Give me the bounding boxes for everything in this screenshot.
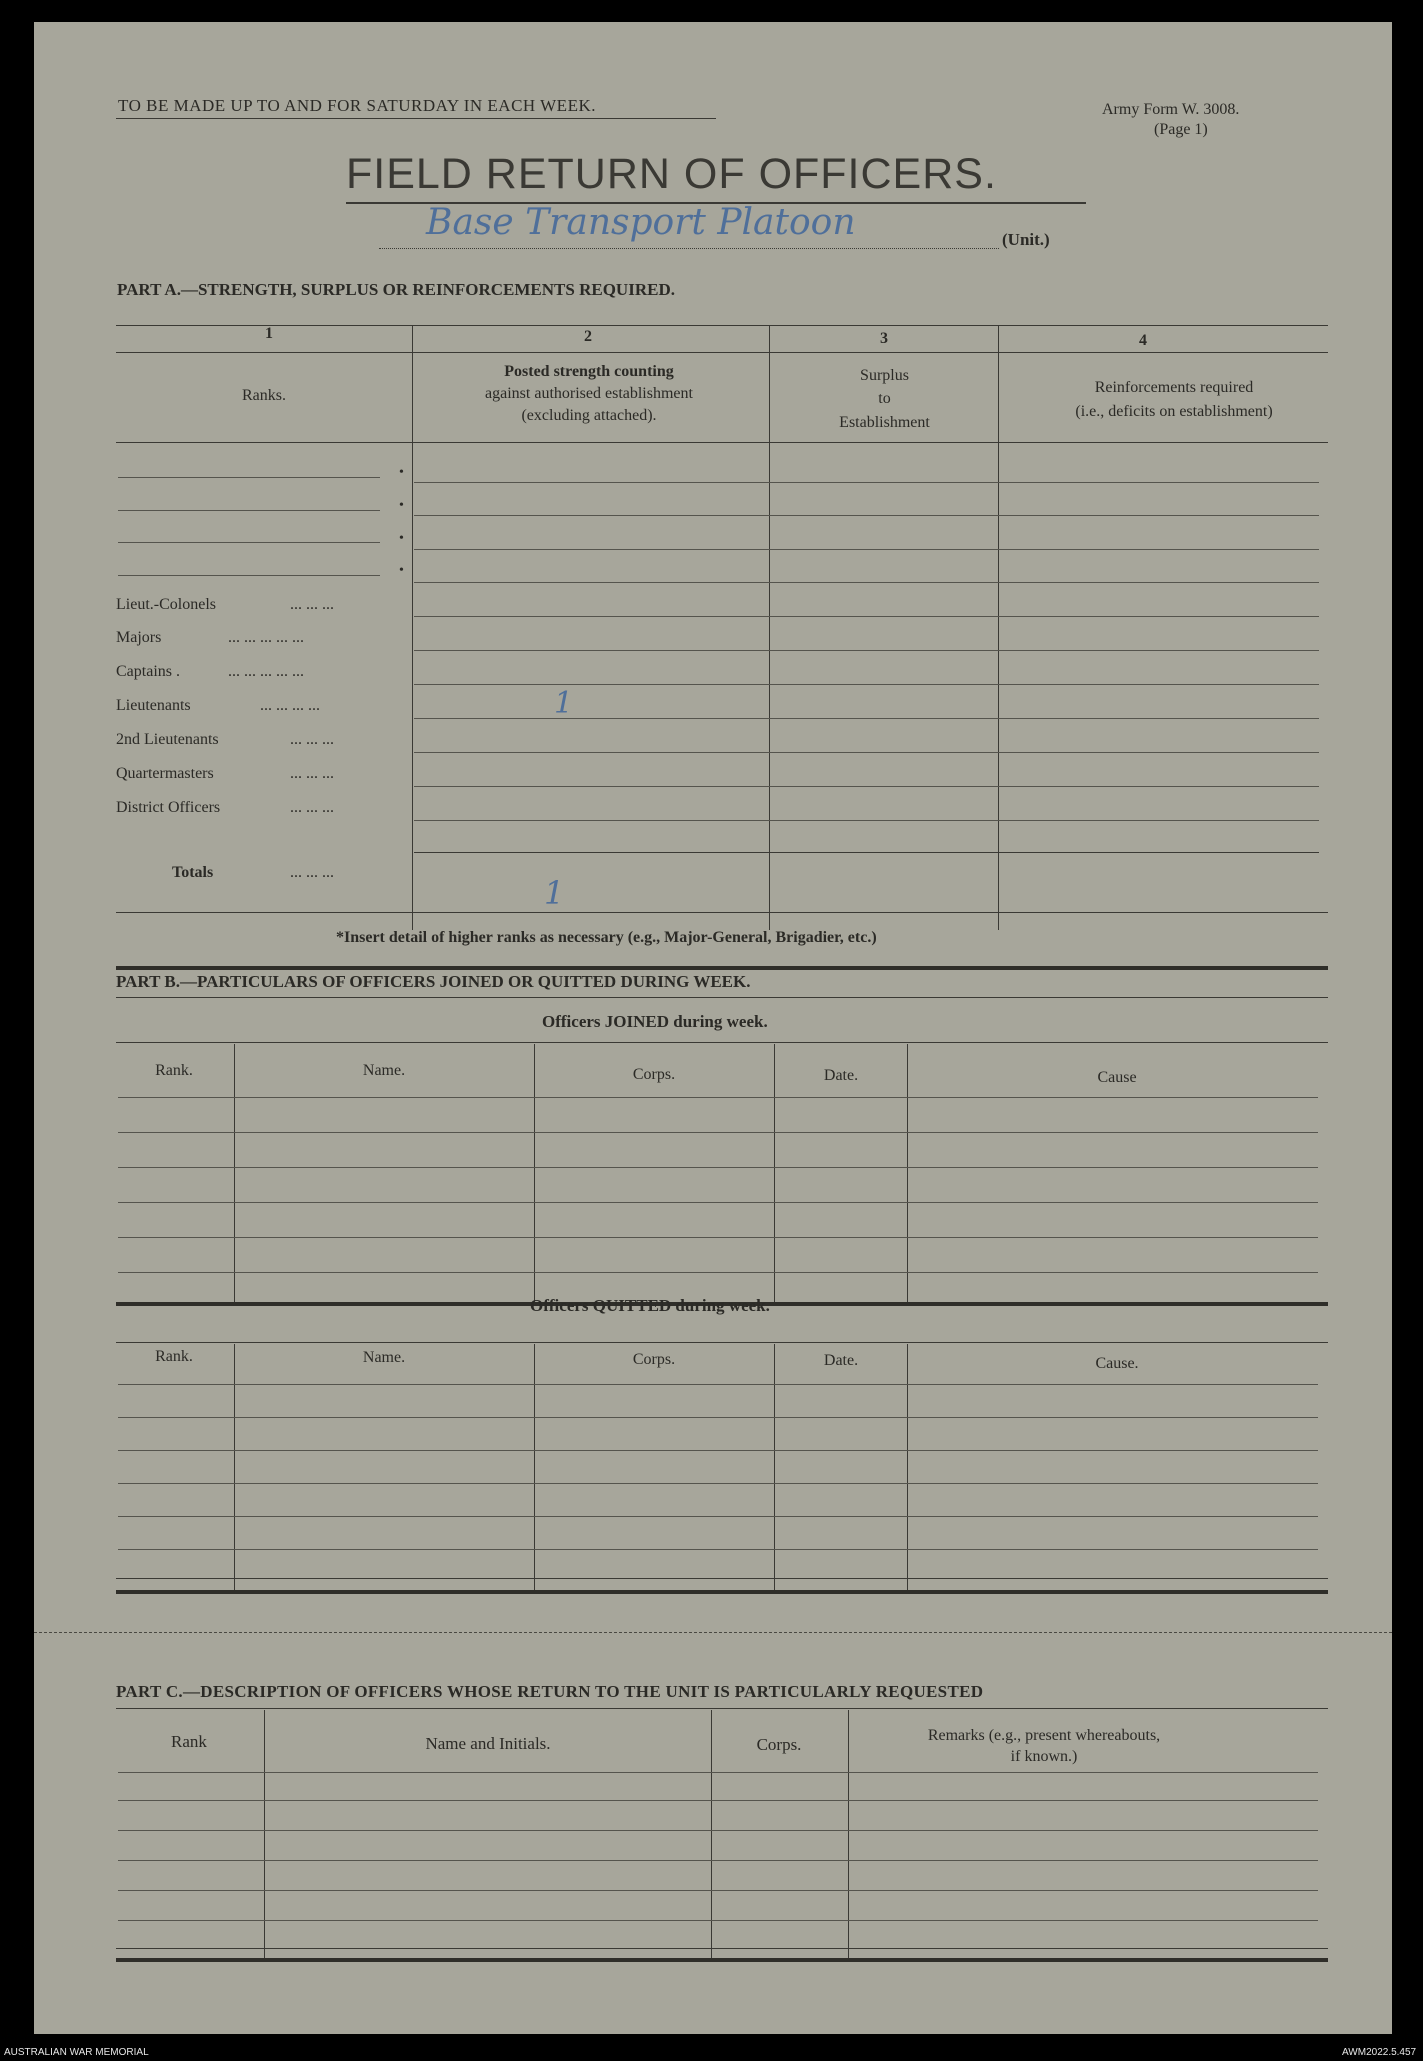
rank-label: Majors — [116, 629, 162, 646]
dot-leader: ... ... ... — [290, 799, 334, 816]
asterisk-mark: • — [399, 498, 404, 513]
rank-label: Captains . — [116, 663, 180, 680]
quitted-row-line — [118, 1450, 1318, 1451]
quitted-row-line — [118, 1417, 1318, 1418]
quitted-col-corps: Corps. — [632, 1351, 676, 1368]
unit-name-handwritten: Base Transport Platoon — [426, 202, 856, 243]
row-line — [414, 515, 1319, 516]
part-a-top-line — [116, 325, 1328, 326]
row-line — [414, 549, 1319, 550]
joined-row-line — [118, 1132, 1318, 1133]
joined-row-line — [118, 1167, 1318, 1168]
col-reinforcements-line2: (i.e., deficits on establishment) — [1075, 403, 1273, 420]
part-c-col-remarks-1: Remarks (e.g., present whereabouts, — [927, 1727, 1161, 1744]
quitted-row-line — [118, 1483, 1318, 1484]
row-line — [414, 482, 1319, 483]
quitted-col-name: Name. — [362, 1349, 406, 1366]
quitted-divider — [907, 1344, 908, 1594]
rank-label: Quartermasters — [116, 765, 214, 782]
rank-label: 2nd Lieutenants — [116, 731, 219, 748]
quitted-title: Officers QUITTED during week. — [530, 1296, 770, 1315]
quitted-header-rule — [118, 1384, 1318, 1385]
col-surplus-line2: to — [878, 390, 891, 407]
part-b-heading: PART B.—PARTICULARS OF OFFICERS JOINED OR QUITTED DURING WEEK. — [116, 972, 751, 991]
col-number-4: 4 — [1139, 332, 1147, 349]
col-ranks-header: Ranks. — [242, 387, 286, 404]
quitted-bottom-line — [116, 1578, 1328, 1579]
part-a-header-bottom — [116, 442, 1328, 443]
part-c-row-line — [118, 1920, 1318, 1921]
blank-rank-line — [118, 510, 380, 511]
row-line — [414, 820, 1319, 821]
col-number-1: 1 — [265, 325, 273, 342]
joined-col-rank: Rank. — [155, 1062, 193, 1079]
part-c-row-line — [118, 1860, 1318, 1861]
part-c-divider — [264, 1710, 265, 1960]
asterisk-mark: • — [399, 563, 404, 578]
dot-leader: ... ... ... — [290, 731, 334, 748]
col-posted-line3: (excluding attached). — [521, 407, 657, 424]
quitted-col-rank: Rank. — [155, 1348, 193, 1365]
part-c-row-line — [118, 1890, 1318, 1891]
joined-top-line — [116, 1042, 1328, 1043]
row-line — [414, 786, 1319, 787]
instruction-underline — [116, 118, 716, 119]
unit-label: (Unit.) — [1002, 230, 1050, 249]
row-line — [414, 718, 1319, 719]
form-number: Army Form W. 3008. — [1102, 101, 1240, 118]
blank-rank-line — [118, 477, 380, 478]
part-c-row-line — [118, 1800, 1318, 1801]
joined-col-cause: Cause — [1097, 1069, 1137, 1086]
part-a-footnote: *Insert detail of higher ranks as necessary (e.g., Major-General, Brigadier, etc.) — [336, 929, 877, 946]
row-line — [414, 650, 1319, 651]
joined-row-line — [118, 1202, 1318, 1203]
col-number-2: 2 — [584, 328, 592, 345]
col-posted-line1: Posted strength counting — [504, 363, 674, 380]
quitted-divider — [534, 1344, 535, 1594]
quitted-row-line — [118, 1516, 1318, 1517]
totals-top-line — [414, 852, 1319, 853]
dot-leader: ... ... ... ... — [260, 697, 320, 714]
part-a-divider-1 — [412, 325, 413, 930]
quitted-row-line — [118, 1549, 1318, 1550]
part-a-bottom-line — [116, 912, 1328, 913]
part-a-divider-2 — [769, 325, 770, 930]
rank-label: Lieut.-Colonels — [116, 596, 216, 613]
totals-label: Totals — [172, 864, 214, 881]
col-surplus-line3: Establishment — [839, 414, 930, 431]
joined-divider — [234, 1044, 235, 1302]
quitted-bottom-rule — [116, 1590, 1328, 1594]
col-reinforcements-line1: Reinforcements required — [1094, 379, 1254, 396]
part-c-bottom-rule — [116, 1958, 1328, 1962]
part-c-row-line — [118, 1830, 1318, 1831]
joined-col-corps: Corps. — [632, 1066, 676, 1083]
dot-leader: ... ... ... ... ... — [228, 663, 304, 680]
joined-row-line — [118, 1237, 1318, 1238]
quitted-divider — [774, 1344, 775, 1594]
part-b-rule — [116, 997, 1328, 998]
part-c-col-name: Name and Initials. — [425, 1734, 551, 1753]
part-a-divider-3 — [998, 325, 999, 930]
joined-divider — [774, 1044, 775, 1302]
form-title: FIELD RETURN OF OFFICERS. — [346, 150, 997, 198]
row-line — [414, 684, 1319, 685]
joined-col-date: Date. — [823, 1067, 859, 1084]
totals-value: 1 — [544, 874, 565, 912]
footer-right: AWM2022.5.457 — [1342, 2047, 1417, 2058]
footer-left: AUSTRALIAN WAR MEMORIAL — [4, 2047, 149, 2058]
joined-divider — [534, 1044, 535, 1302]
row-line — [414, 582, 1319, 583]
col-posted-line2: against authorised establishment — [485, 385, 693, 402]
dot-leader: ... ... ... — [290, 765, 334, 782]
row-line — [414, 752, 1319, 753]
joined-header-rule — [118, 1097, 1318, 1098]
asterisk-mark: • — [399, 531, 404, 546]
rank-label: Lieutenants — [116, 697, 191, 714]
col-number-3: 3 — [880, 330, 888, 347]
part-c-col-remarks-2: if known.) — [1010, 1748, 1078, 1765]
dot-leader: ... ... ... ... ... — [228, 629, 304, 646]
part-c-divider — [848, 1710, 849, 1960]
perforation-line — [34, 1632, 1392, 1633]
joined-divider — [907, 1044, 908, 1302]
part-a-heading: PART A.—STRENGTH, SURPLUS OR REINFORCEMENTS REQUIRED. — [117, 280, 675, 299]
quitted-col-cause: Cause. — [1095, 1355, 1139, 1372]
blank-rank-line — [118, 542, 380, 543]
dot-leader: ... ... ... — [290, 864, 334, 881]
asterisk-mark: • — [399, 465, 404, 480]
part-c-col-corps: Corps. — [756, 1735, 802, 1754]
instruction-text: TO BE MADE UP TO AND FOR SATURDAY IN EACH WEEK. — [118, 96, 596, 115]
part-a-end-rule — [116, 966, 1328, 970]
form-paper — [34, 22, 1392, 2034]
page-label: (Page 1) — [1154, 121, 1208, 138]
part-c-header-rule — [118, 1772, 1318, 1773]
row-line — [414, 616, 1319, 617]
quitted-col-date: Date. — [823, 1352, 859, 1369]
joined-title: Officers JOINED during week. — [542, 1012, 768, 1031]
unit-fill-line — [379, 248, 999, 249]
lieutenants-value: 1 — [554, 686, 574, 721]
part-c-top-line — [116, 1708, 1328, 1709]
rank-label: District Officers — [116, 799, 221, 816]
part-c-col-rank: Rank — [171, 1732, 207, 1751]
dot-leader: ... ... ... — [290, 596, 334, 613]
blank-rank-line — [118, 575, 380, 576]
part-a-subhead-line — [116, 352, 1328, 353]
quitted-divider — [234, 1344, 235, 1594]
part-c-bottom-line — [116, 1948, 1328, 1949]
joined-col-name: Name. — [362, 1062, 406, 1079]
col-surplus-line1: Surplus — [860, 367, 909, 384]
quitted-top-line — [116, 1342, 1328, 1343]
part-c-heading: PART C.—DESCRIPTION OF OFFICERS WHOSE RETURN TO THE UNIT IS PARTICULARLY REQUESTED — [116, 1682, 984, 1701]
part-c-divider — [711, 1710, 712, 1960]
joined-row-line — [118, 1272, 1318, 1273]
